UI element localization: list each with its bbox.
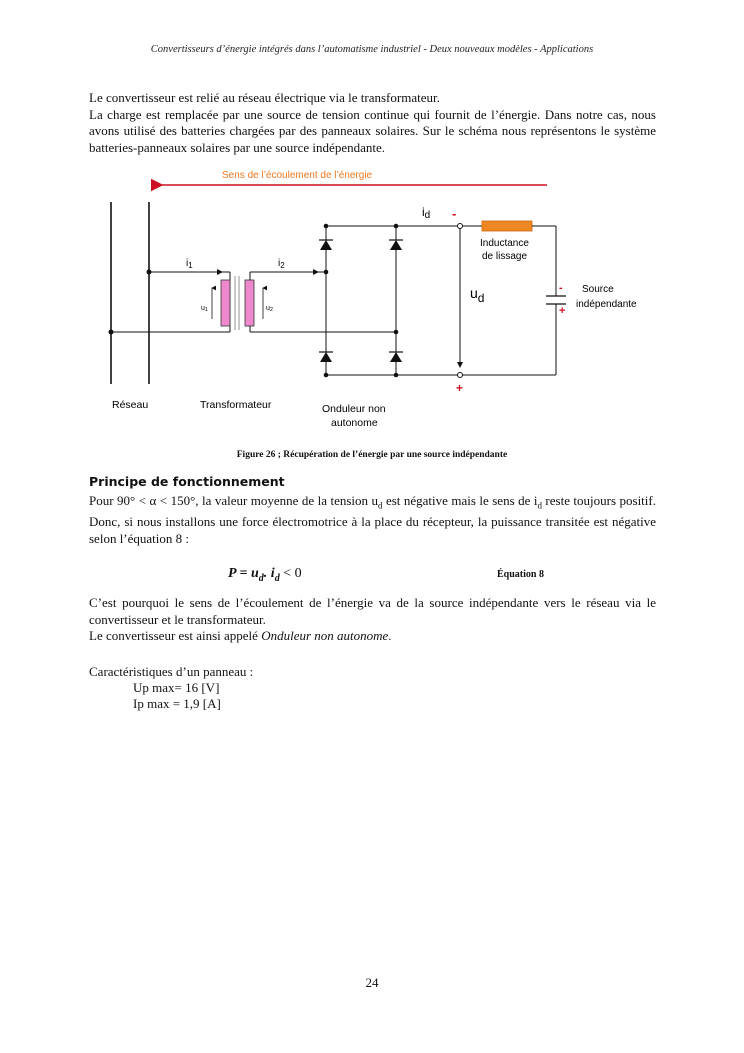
conclusion-line-2: Le convertisseur est ainsi appelé Onduleur non autonome.: [89, 628, 392, 643]
transformer-primary-coil: [221, 280, 230, 326]
circuit-figure: [100, 164, 660, 444]
transformer-secondary-coil: [245, 280, 254, 326]
transformateur-label: Transformateur: [200, 399, 272, 411]
i2-label: $i_2$: [278, 258, 285, 270]
thyristor-top-left: [319, 240, 333, 250]
reseau-label: Réseau: [112, 399, 149, 411]
ip-max: Ip max = 1,9 [A]: [133, 696, 221, 711]
thyristor-bottom-left: [319, 352, 333, 362]
bottom-plus-sign: +: [456, 381, 464, 395]
u1-label: u1: [201, 305, 208, 313]
panel-characteristics: [89, 664, 253, 712]
inductance-label-1: Inductance: [480, 238, 529, 249]
flow-label: Sens de l’écoulement de l’énergie: [222, 170, 373, 181]
id-label: id: [422, 205, 431, 221]
smoothing-inductor: [482, 221, 532, 231]
onduleur-label-2: autonome: [331, 417, 378, 429]
conclusion-line-1: C’est pourquoi le sens de l’écoulement de l’énergie va de la source indépendante vers le réseau via le convertisseur et le transformateur.: [89, 595, 656, 627]
conclusion-paragraph: [89, 595, 656, 645]
source-label-2: indépendante: [576, 299, 637, 310]
characteristics-title: Caractéristiques d’un panneau :: [89, 664, 254, 679]
section-heading: Principe de fonctionnement: [89, 474, 285, 489]
running-header: Convertisseurs d’énergie intégrés dans l’automatisme industriel - Deux nouveaux modèles - Applications: [150, 44, 594, 55]
inductance-label-2: de lissage: [482, 251, 528, 262]
equation-8: $P = u_d$. $i_d < 0$: [228, 566, 302, 584]
thyristor-bottom-right: [389, 352, 403, 362]
top-minus-sign: -: [452, 206, 457, 221]
ud-label: ud: [470, 285, 485, 305]
independent-source-symbol: [546, 296, 566, 304]
source-minus-sign: -: [559, 282, 563, 294]
intro-line-1: Le convertisseur est relié au réseau électrique via le transformateur.: [89, 90, 440, 105]
intro-line-2: La charge est remplacée par une source de tension continue qui fournit de l’énergie. Dans notre cas, nous avons utilisé des batteries chargées par des panneaux solaires. Sur le schéma nous représentons le système batteries-panneaux solaires par une source indépendante.: [89, 106, 656, 155]
i1-label: $i_1$: [186, 258, 193, 270]
page-number: 24: [365, 975, 379, 990]
principle-paragraph: Pour 90° < α < 150°, la valeur moyenne de la tension $u_d$ est négative mais le sens de $i_d$ reste toujours positif. Donc, si nous installons une force électromotrice à la place du récepteur, la puissance transitée est négative selon l’équation 8 :: [89, 493, 656, 546]
up-max: Up max= 16 [V]: [133, 680, 220, 695]
source-plus-sign: +: [559, 305, 566, 317]
equation-label: Équation 8: [497, 569, 544, 580]
source-label-1: Source: [582, 284, 614, 295]
onduleur-label-1: Onduleur non: [322, 403, 386, 415]
thyristor-top-right: [389, 240, 403, 250]
intro-paragraph: [89, 90, 656, 156]
figure-caption: Figure 26 ; Récupération de l’énergie par une source indépendante: [236, 450, 508, 460]
u2-label: u2: [266, 305, 273, 313]
